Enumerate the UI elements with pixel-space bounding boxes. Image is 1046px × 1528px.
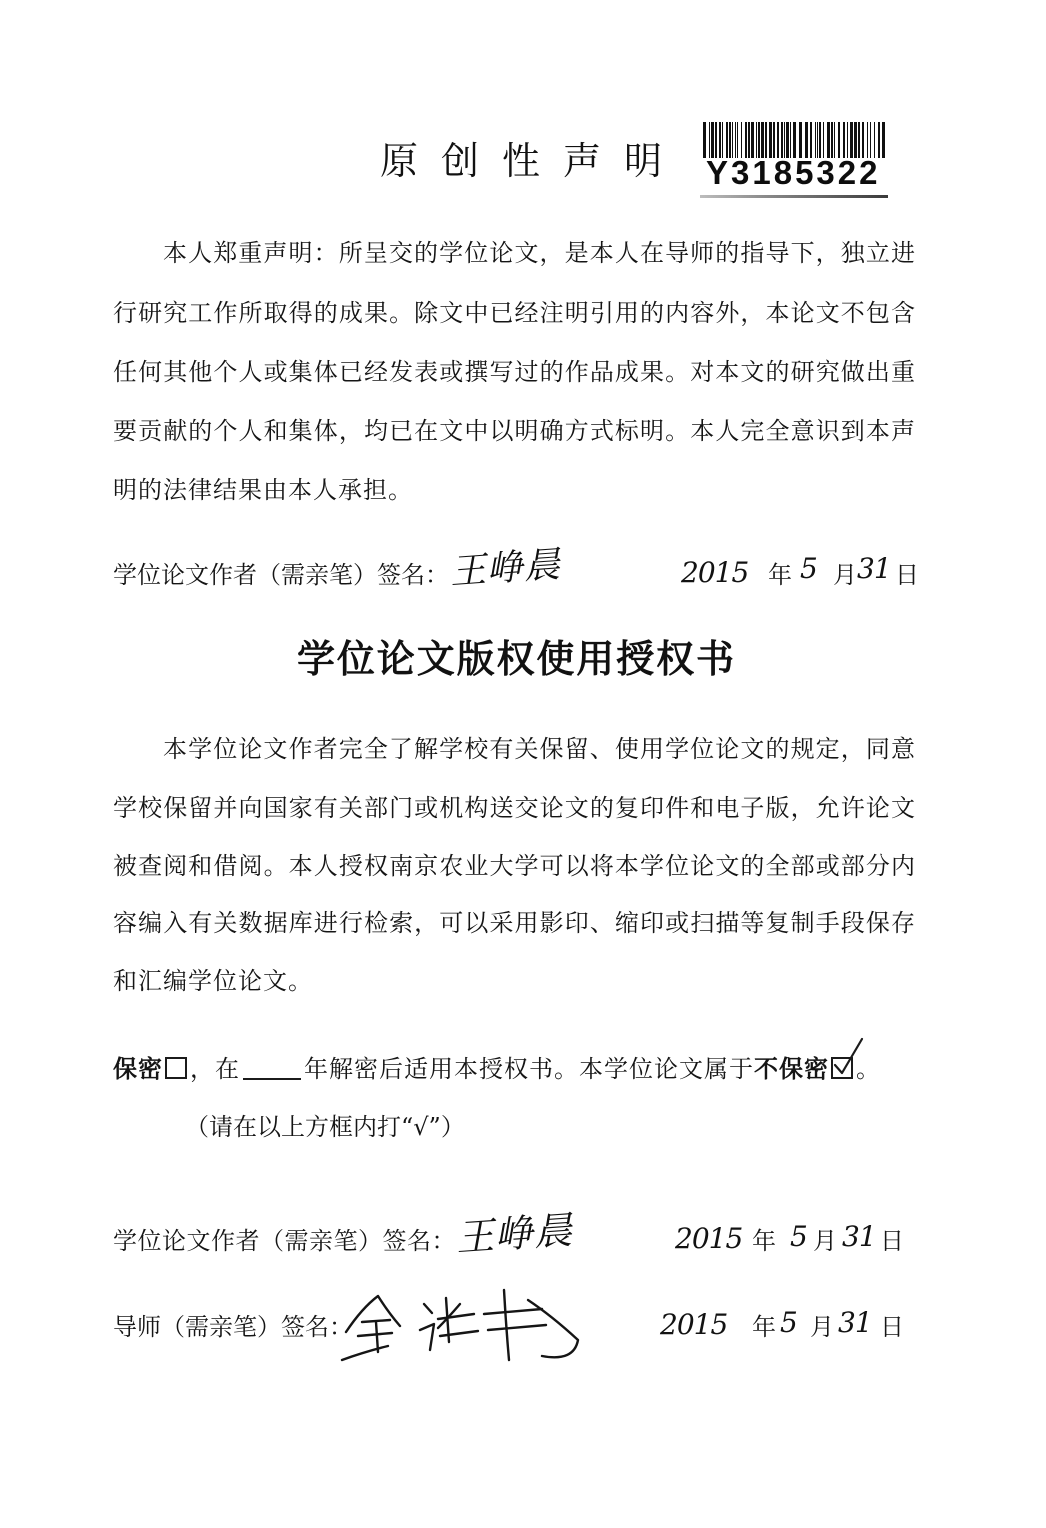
- signature-stroke: [438, 1314, 474, 1319]
- signature-stroke: [358, 1333, 392, 1336]
- check-mark-icon: [831, 1037, 865, 1081]
- not-secret-label: 不保密: [754, 1055, 829, 1083]
- date-day-unit: 日: [880, 1227, 904, 1255]
- checkbox-instruction: （请在以上方框内打“√”）: [185, 1113, 465, 1141]
- barcode: [700, 120, 888, 200]
- confidentiality-line: [113, 1054, 881, 1084]
- date-month-unit: 月: [833, 561, 857, 589]
- date-year: 2015: [660, 1308, 728, 1341]
- date-year-unit: 年: [752, 1227, 776, 1255]
- confidentiality-end: 。: [856, 1055, 881, 1083]
- date-year: 2015: [681, 556, 749, 589]
- advisor-signature-label: 导师（需亲笔）签名：: [113, 1313, 353, 1341]
- author-signature-label: 学位论文作者（需亲笔）签名：: [113, 1227, 456, 1255]
- confidentiality-text: 年解密后适用本授权书。本学位论文属于: [304, 1055, 754, 1083]
- signature-stroke: [346, 1296, 400, 1332]
- declaration-line: 要贡献的个人和集体，均已在文中以明确方式标明。本人完全意识到本声: [113, 417, 915, 445]
- signature-stroke: [342, 1346, 388, 1360]
- authorization-line: 学校保留并向国家有关部门或机构送交论文的复印件和电子版，允许论文: [113, 794, 915, 822]
- date-month-unit: 月: [813, 1227, 837, 1255]
- date-month: 5: [800, 552, 817, 585]
- author-signature: 王峥晨: [448, 544, 563, 593]
- authorization-line: 本学位论文作者完全了解学校有关保留、使用学位论文的规定，同意: [163, 735, 915, 763]
- authorization-line: 被查阅和借阅。本人授权南京农业大学可以将本学位论文的全部或部分内: [113, 852, 915, 880]
- signature-stroke: [420, 1324, 434, 1350]
- barcode-number: Y3185322: [706, 154, 881, 191]
- declaration-line: 明的法律结果由本人承担。: [113, 476, 413, 504]
- date-year-unit: 年: [768, 561, 792, 589]
- barcode-bar: [882, 122, 885, 158]
- signature-stroke: [484, 1309, 542, 1314]
- date-month-unit: 月: [810, 1313, 834, 1341]
- not-secret-checkbox: [831, 1057, 853, 1079]
- declaration-line: 行研究工作所取得的成果。除文中已经注明引用的内容外，本论文不包含: [113, 299, 915, 327]
- advisor-signature: [338, 1286, 588, 1366]
- confidentiality-text: ，在: [190, 1055, 240, 1083]
- date-day: 31: [842, 1220, 876, 1253]
- date-year: 2015: [675, 1222, 743, 1255]
- signature-stroke: [440, 1331, 478, 1336]
- secret-label: 保密: [113, 1055, 163, 1083]
- signature-stroke: [488, 1325, 546, 1330]
- date-year-unit: 年: [752, 1313, 776, 1341]
- unlock-year-blank: [243, 1056, 301, 1080]
- signature-stroke: [424, 1304, 432, 1313]
- date-day-unit: 日: [895, 561, 919, 589]
- authorization-line: 和汇编学位论文。: [113, 967, 313, 995]
- date-day: 31: [857, 552, 891, 585]
- declaration-line: 本人郑重声明：所呈交的学位论文，是本人在导师的指导下，独立进: [163, 239, 915, 267]
- date-day: 31: [838, 1306, 872, 1339]
- declaration-title: 原 创 性 声 明: [380, 139, 662, 183]
- date-month: 5: [790, 1220, 807, 1253]
- author-signature-label: 学位论文作者（需亲笔）签名：: [113, 561, 449, 589]
- secret-checkbox: [165, 1057, 187, 1079]
- authorization-line: 容编入有关数据库进行检索，可以采用影印、缩印或扫描等复制手段保存: [113, 909, 915, 937]
- date-day-unit: 日: [880, 1313, 904, 1341]
- declaration-line: 任何其他个人或集体已经发表或撰写过的作品成果。对本文的研究做出重: [113, 358, 915, 386]
- date-month: 5: [780, 1306, 797, 1339]
- author-signature: 王峥晨: [454, 1207, 575, 1260]
- authorization-title: 学位论文版权使用授权书: [297, 637, 734, 681]
- signature-stroke: [504, 1290, 509, 1360]
- barcode-underline: [700, 195, 888, 198]
